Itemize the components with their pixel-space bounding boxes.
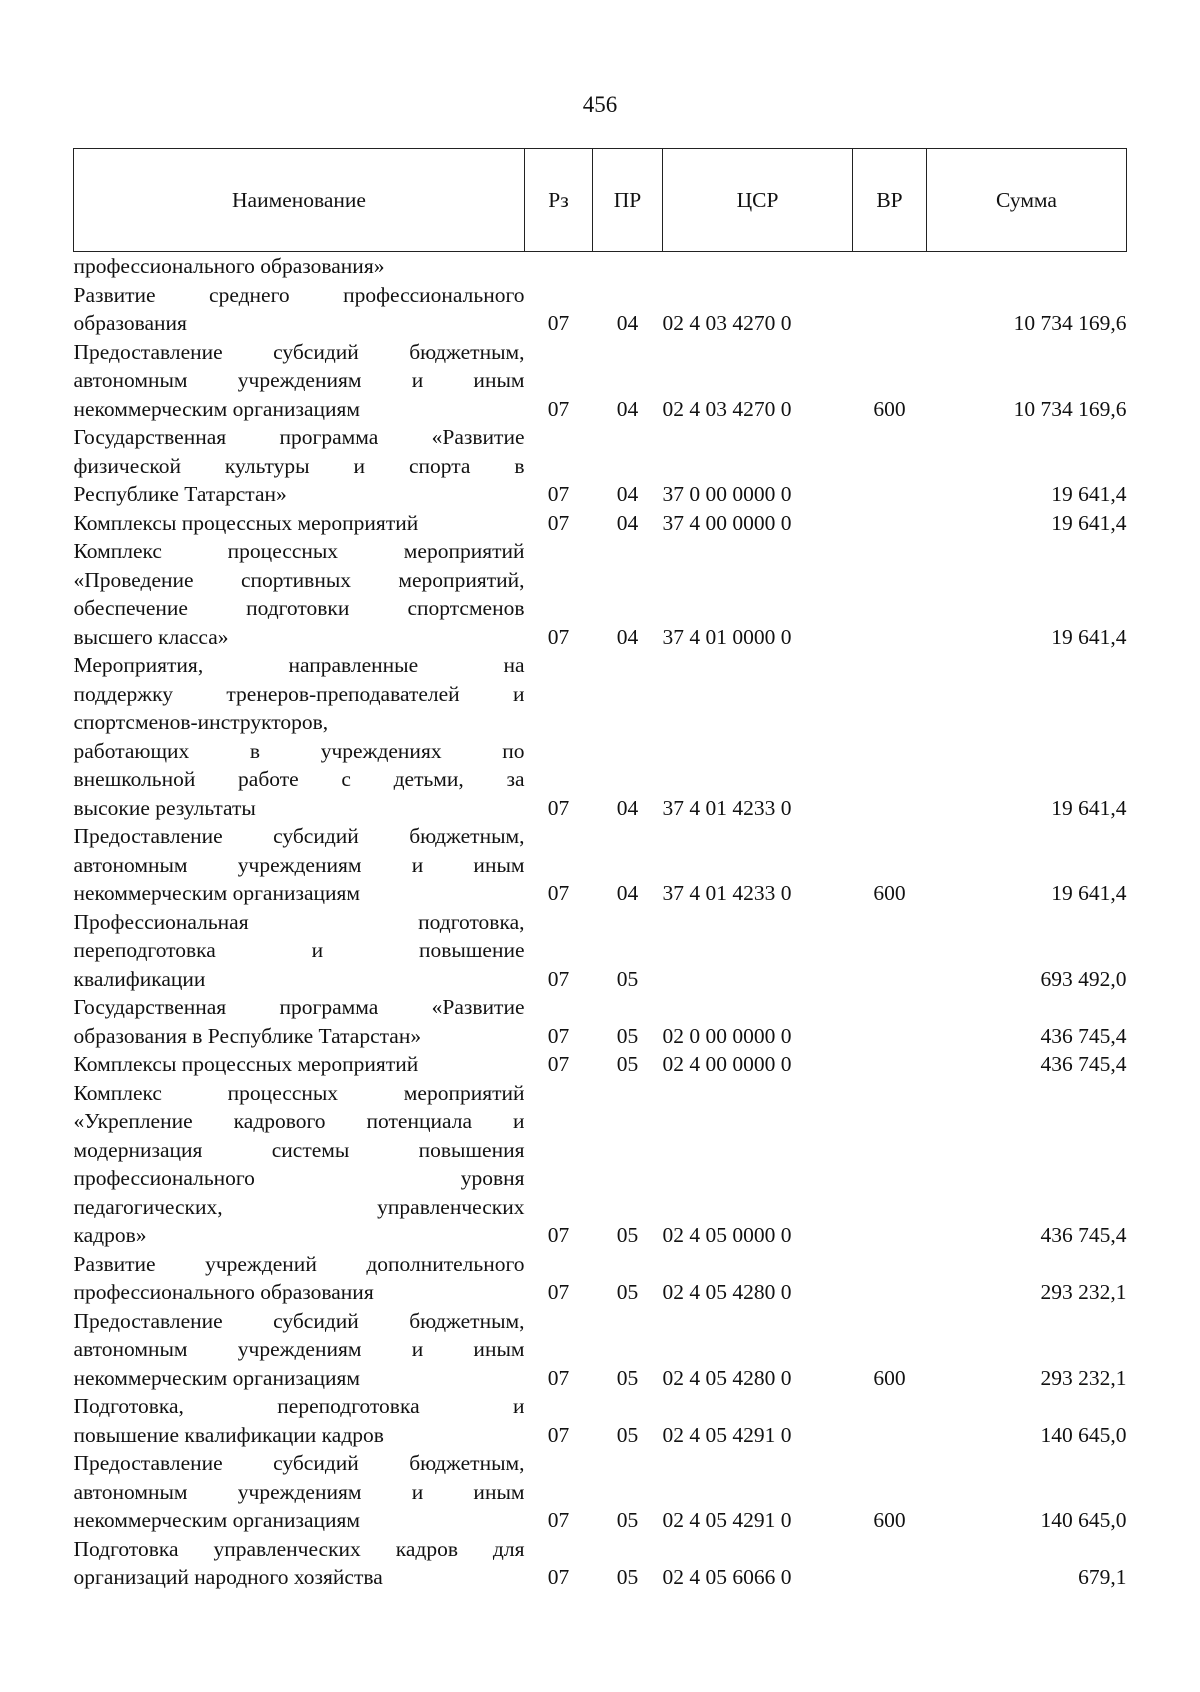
item-name-line: переподготовка и повышение	[73, 938, 525, 962]
target-article-code: 37 4 01 4233 0	[662, 795, 792, 820]
amount: 19 641,4	[1051, 881, 1127, 905]
expense-type-code	[853, 1079, 927, 1250]
table-row	[74, 537, 1127, 651]
item-name-line: внешкольной работе с детьми, за	[73, 767, 525, 791]
amount: 693 492,0	[1040, 966, 1127, 991]
amount: 10 734 169,6	[1013, 396, 1127, 421]
amount: 436 745,4	[1040, 1052, 1127, 1076]
subsection-code: 04	[616, 795, 639, 820]
target-article-code: 02 0 00 0000 0	[662, 1023, 792, 1048]
expense-type-code: 600	[873, 881, 906, 905]
item-name-line: профессионального образования	[73, 1280, 374, 1304]
section-code: 07	[547, 510, 570, 535]
item-name-line: Предоставление субсидий бюджетным,	[73, 1308, 525, 1333]
section-code: 07	[547, 1365, 570, 1390]
item-name-line: профессионального образования»	[73, 254, 385, 278]
item-name	[74, 1449, 525, 1535]
item-name	[74, 822, 525, 908]
expense-type-code	[853, 993, 927, 1050]
item-name	[74, 281, 525, 338]
item-name	[74, 1079, 525, 1250]
section-code: 07	[547, 1223, 570, 1247]
item-name-line: работающих в учреждениях по	[73, 738, 525, 763]
page-number: 456	[582, 92, 618, 117]
item-name-line: обеспечение подготовки спортсменов	[73, 596, 525, 620]
item-name	[74, 1392, 525, 1449]
item-name-line: Предоставление субсидий бюджетным,	[73, 339, 525, 364]
item-name-line: Республике Татарстан»	[73, 482, 287, 506]
amount: 140 645,0	[1040, 1422, 1127, 1447]
item-name-line: Предоставление субсидий бюджетным,	[73, 1451, 525, 1475]
amount: 140 645,0	[1040, 1508, 1127, 1532]
target-article-code: 02 4 03 4270 0	[662, 396, 792, 421]
expense-type-code	[853, 651, 927, 822]
table-row	[74, 423, 1127, 509]
item-name	[74, 908, 525, 994]
subsection-code: 04	[616, 396, 639, 421]
item-name-line: Профессиональная подготовка,	[73, 909, 525, 934]
item-name-line: автономным учреждениям и иным	[73, 1337, 525, 1361]
amount	[927, 252, 1127, 281]
item-name-line: педагогических, управленческих	[73, 1194, 525, 1219]
item-name-line: повышение квалификации кадров	[73, 1422, 384, 1447]
amount: 293 232,1	[1040, 1365, 1127, 1390]
expense-type-code: 600	[873, 1365, 906, 1390]
item-name-line: Комплекс процессных мероприятий	[73, 539, 525, 563]
section-code: 07	[547, 1508, 570, 1532]
subsection-code: 04	[616, 482, 639, 506]
amount: 293 232,1	[1040, 1280, 1127, 1304]
target-article-code: 02 4 05 4280 0	[662, 1280, 792, 1304]
item-name-line: высшего класса»	[73, 624, 229, 649]
table-row	[74, 509, 1127, 538]
item-name-line: автономным учреждениям и иным	[73, 1479, 525, 1504]
expense-type-code	[853, 252, 927, 281]
amount: 436 745,4	[1040, 1023, 1127, 1048]
amount: 436 745,4	[1040, 1223, 1127, 1247]
target-article-code	[663, 908, 853, 994]
table-header-row	[74, 149, 1127, 252]
item-name	[74, 509, 525, 538]
table-row	[74, 338, 1127, 424]
table-row	[74, 281, 1127, 338]
budget-table	[73, 148, 1127, 1592]
item-name-line: автономным учреждениям и иным	[73, 852, 525, 877]
subsection-code: 04	[616, 510, 639, 535]
item-name-line: Государственная программа «Развитие	[73, 425, 525, 449]
expense-type-code	[853, 423, 927, 509]
expense-type-code	[853, 908, 927, 994]
item-name-line: образования	[73, 311, 187, 335]
target-article-code: 37 0 00 0000 0	[662, 482, 792, 506]
expense-type-code: 600	[873, 1508, 906, 1532]
item-name-line: «Укрепление кадрового потенциала и	[73, 1109, 525, 1133]
item-name-line: образования в Республике Татарстан»	[73, 1023, 422, 1048]
item-name	[74, 338, 525, 424]
amount: 10 734 169,6	[1013, 311, 1127, 335]
target-article-code: 02 4 03 4270 0	[662, 311, 792, 335]
item-name-line: некоммерческим организациям	[73, 1508, 360, 1532]
item-name-line: Подготовка управленческих кадров для	[73, 1536, 525, 1561]
subsection-code: 04	[616, 881, 639, 905]
item-name	[74, 651, 525, 822]
item-name	[74, 1535, 525, 1592]
target-article-code: 37 4 00 0000 0	[662, 510, 792, 535]
item-name-line: Комплексы процессных мероприятий	[73, 510, 419, 535]
target-article-code: 02 4 05 0000 0	[662, 1223, 792, 1247]
target-article-code: 02 4 05 4280 0	[662, 1365, 792, 1390]
item-name	[74, 1250, 525, 1307]
subsection-code: 05	[616, 1023, 639, 1048]
item-name-line: Комплекс процессных мероприятий	[73, 1080, 525, 1105]
section-code: 07	[547, 795, 570, 820]
target-article-code: 02 4 00 0000 0	[662, 1052, 792, 1076]
subsection-code: 05	[616, 1565, 639, 1589]
item-name-line: поддержку тренеров-преподавателей и	[73, 681, 525, 706]
item-name-line: Комплексы процессных мероприятий	[73, 1052, 419, 1076]
target-article-code: 37 4 01 0000 0	[662, 624, 792, 649]
target-article-code: 02 4 05 4291 0	[662, 1508, 792, 1532]
expense-type-code	[853, 1392, 927, 1449]
amount: 19 641,4	[1051, 624, 1127, 649]
target-article-code	[663, 252, 853, 281]
amount: 19 641,4	[1051, 482, 1127, 506]
expense-type-code: 600	[873, 396, 906, 421]
item-name	[74, 1050, 525, 1079]
header-pr: ПР	[593, 149, 663, 252]
table-row	[74, 651, 1127, 822]
table-row	[74, 822, 1127, 908]
section-code: 07	[547, 311, 570, 335]
section-code: 07	[547, 966, 570, 991]
item-name-line: кадров»	[73, 1223, 147, 1247]
expense-type-code	[853, 509, 927, 538]
section-code: 07	[547, 1280, 570, 1304]
item-name-line: физической культуры и спорта в	[73, 453, 525, 478]
target-article-code: 02 4 05 6066 0	[662, 1565, 792, 1589]
table-row	[74, 908, 1127, 994]
expense-type-code	[853, 537, 927, 651]
item-name-line: Развитие среднего профессионального	[73, 282, 525, 307]
expense-type-code	[853, 1535, 927, 1592]
target-article-code: 37 4 01 4233 0	[662, 881, 792, 905]
item-name-line: некоммерческим организациям	[73, 396, 360, 421]
item-name-line: высокие результаты	[73, 795, 256, 820]
item-name-line: спортсменов-инструкторов,	[73, 710, 329, 734]
subsection-code: 05	[616, 1365, 639, 1390]
item-name	[74, 537, 525, 651]
header-sum: Сумма	[927, 149, 1127, 252]
section-code: 07	[547, 881, 570, 905]
subsection-code: 05	[616, 1422, 639, 1447]
item-name-line: квалификации	[73, 966, 206, 991]
section-code: 07	[547, 1052, 570, 1076]
item-name-line: некоммерческим организациям	[73, 1365, 360, 1390]
item-name-line: профессионального уровня	[73, 1166, 525, 1190]
item-name-line: некоммерческим организациям	[73, 881, 360, 905]
header-name: Наименование	[74, 149, 525, 252]
table-row	[74, 1307, 1127, 1393]
item-name-line: организаций народного хозяйства	[73, 1565, 383, 1589]
item-name-line: Мероприятия, направленные на	[73, 653, 525, 677]
section-code	[525, 252, 593, 281]
item-name-line: «Проведение спортивных мероприятий,	[73, 567, 525, 592]
table-row	[74, 1250, 1127, 1307]
subsection-code: 05	[616, 1052, 639, 1076]
expense-type-code	[853, 281, 927, 338]
amount: 19 641,4	[1051, 795, 1127, 820]
section-code: 07	[547, 482, 570, 506]
item-name	[74, 252, 525, 281]
expense-type-code	[853, 1250, 927, 1307]
amount: 19 641,4	[1051, 510, 1127, 535]
item-name-line: Подготовка, переподготовка и	[73, 1394, 525, 1418]
item-name	[74, 993, 525, 1050]
item-name-line: автономным учреждениям и иным	[73, 368, 525, 392]
table-row	[74, 1079, 1127, 1250]
item-name	[74, 423, 525, 509]
section-code: 07	[547, 1565, 570, 1589]
subsection-code: 05	[616, 1223, 639, 1247]
table-row	[74, 1050, 1127, 1079]
section-code: 07	[547, 624, 570, 649]
target-article-code: 02 4 05 4291 0	[662, 1422, 792, 1447]
table-row	[74, 1449, 1127, 1535]
subsection-code: 05	[616, 966, 639, 991]
section-code: 07	[547, 1023, 570, 1048]
item-name-line: Предоставление субсидий бюджетным,	[73, 824, 525, 848]
table-body	[74, 252, 1127, 1592]
item-name-line: Государственная программа «Развитие	[73, 995, 525, 1019]
table-row	[74, 1392, 1127, 1449]
section-code: 07	[547, 1422, 570, 1447]
subsection-code: 04	[616, 311, 639, 335]
amount: 679,1	[1078, 1565, 1127, 1589]
header-csr: ЦСР	[663, 149, 853, 252]
item-name-line: модернизация системы повышения	[73, 1137, 525, 1162]
subsection-code: 05	[616, 1508, 639, 1532]
table-row	[74, 1535, 1127, 1592]
header-vr: ВР	[853, 149, 927, 252]
expense-type-code	[853, 1050, 927, 1079]
subsection-code: 05	[616, 1280, 639, 1304]
header-rz: Рз	[525, 149, 593, 252]
item-name	[74, 1307, 525, 1393]
table-row	[74, 252, 1127, 281]
section-code: 07	[547, 396, 570, 421]
subsection-code	[593, 252, 663, 281]
item-name-line: Развитие учреждений дополнительного	[73, 1251, 525, 1276]
subsection-code: 04	[616, 624, 639, 649]
table-row	[74, 993, 1127, 1050]
